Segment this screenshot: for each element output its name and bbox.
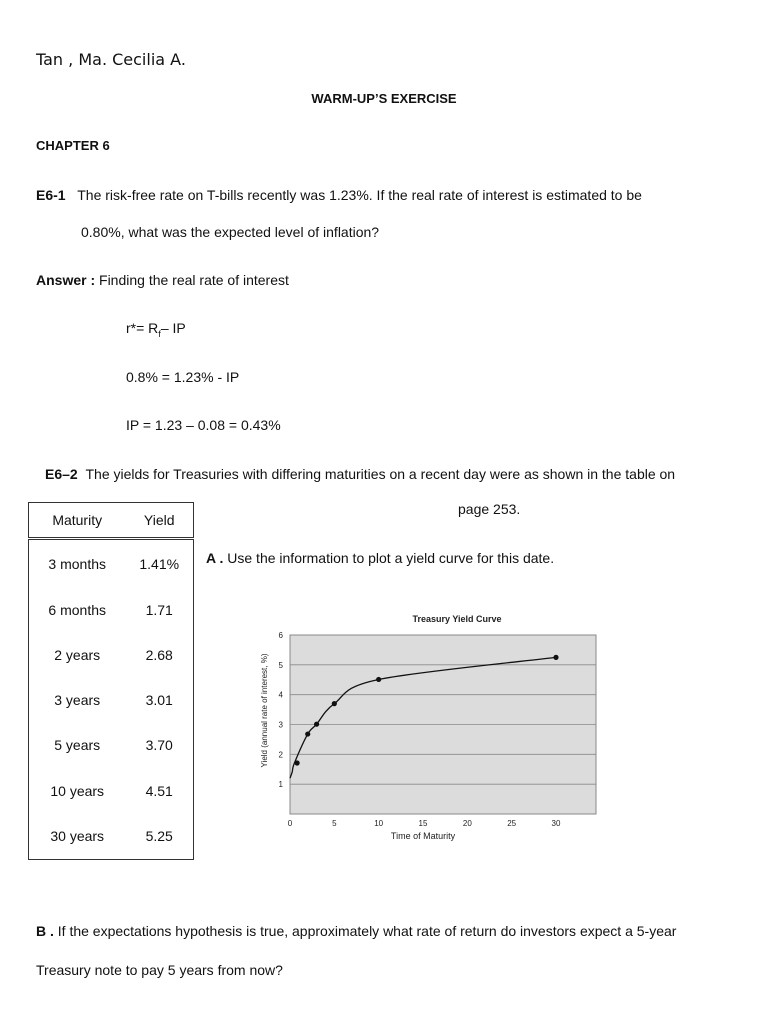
- chapter-heading: CHAPTER 6: [36, 138, 110, 153]
- answer-step2: IP = 1.23 – 0.08 = 0.43%: [126, 417, 281, 433]
- formula-subscript: f: [158, 328, 161, 339]
- answer-line: [36, 272, 289, 288]
- e6-1-question-line1: [36, 187, 642, 203]
- x-tick-label: 5: [332, 819, 337, 828]
- table-row: [29, 768, 194, 813]
- part-a-text: Use the information to plot a yield curve for this date.: [227, 550, 555, 566]
- data-point: [305, 731, 310, 736]
- formula-r: r*= R: [126, 320, 159, 336]
- formula-line: [126, 320, 186, 339]
- part-b-label: B .: [36, 923, 54, 939]
- yield-cell: 1.71: [145, 601, 173, 618]
- table-row: [29, 678, 194, 723]
- e6-2-question-line2: page 253.: [458, 501, 521, 517]
- data-point: [314, 722, 319, 727]
- yield-cell: 4.51: [145, 782, 173, 799]
- part-b-line2: Treasury note to pay 5 years from now?: [36, 962, 283, 978]
- maturity-cell: 30 years: [50, 828, 105, 845]
- maturity-cell: 3 months: [48, 555, 106, 572]
- maturity-cell: 5 years: [54, 737, 101, 754]
- y-tick-label: 3: [278, 720, 283, 730]
- yield-cell: 1.41%: [139, 555, 180, 572]
- data-point: [553, 655, 558, 660]
- yield-table: [28, 502, 194, 860]
- x-tick-labels: [288, 819, 561, 828]
- header-maturity: Maturity: [29, 503, 126, 539]
- e6-1-question-line2: 0.80%, what was the expected level of inflation?: [81, 224, 380, 240]
- yield-cell: 5.25: [145, 828, 173, 845]
- part-b-text: If the expectations hypothesis is true, approximately what rate of return do investors expect a 5-year: [57, 923, 677, 939]
- x-tick-label: 30: [551, 819, 561, 828]
- maturity-cell: 3 years: [54, 692, 101, 709]
- x-tick-label: 10: [374, 819, 384, 828]
- y-tick-labels: [279, 631, 284, 789]
- table-row: [29, 723, 194, 768]
- e6-2-label: E6–2: [45, 466, 78, 482]
- part-a-label: A .: [206, 550, 224, 566]
- table-row: [29, 813, 194, 859]
- document-title: WARM-UP’S EXERCISE: [311, 91, 457, 106]
- answer-intro: Finding the real rate of interest: [99, 272, 289, 288]
- x-tick-label: 0: [287, 819, 293, 828]
- formula-end: – IP: [160, 320, 186, 336]
- e6-2-text: The yields for Treasuries with differing maturities on a recent day were as shown in the table on: [85, 466, 676, 482]
- data-point: [376, 677, 381, 682]
- e6-2-question-line1: [45, 466, 675, 482]
- maturity-cell: 10 years: [50, 782, 105, 799]
- e6-1-label: E6-1: [36, 187, 66, 203]
- maturity-cell: 2 years: [54, 647, 101, 664]
- data-point: [332, 701, 337, 706]
- x-tick-label: 20: [462, 819, 472, 828]
- answer-label: Answer :: [36, 272, 96, 288]
- chart-title: Treasury Yield Curve: [412, 614, 502, 624]
- y-tick-label: 1: [278, 780, 283, 790]
- header-yield: Yield: [125, 503, 193, 539]
- yield-cell: 3.70: [145, 737, 173, 754]
- part-b-line1: [36, 923, 676, 939]
- table-row: [29, 633, 194, 678]
- table-row: [29, 587, 194, 632]
- x-axis-label: Time of Maturity: [390, 831, 456, 841]
- x-tick-label: 15: [418, 819, 428, 828]
- yield-cell: 2.68: [145, 647, 173, 664]
- y-axis-label: Yield (annual rate of interest, %): [260, 653, 269, 768]
- yield-cell: 3.01: [145, 692, 173, 709]
- part-a-line: [206, 550, 554, 566]
- x-tick-label: 25: [507, 819, 517, 828]
- author-name: Tan , Ma. Cecilia A.: [36, 50, 186, 69]
- y-tick-label: 5: [278, 660, 283, 670]
- y-tick-label: 6: [278, 631, 283, 640]
- answer-step1: 0.8% = 1.23% - IP: [126, 369, 240, 385]
- yield-curve-chart: [252, 606, 604, 848]
- table-header-row: [29, 503, 194, 539]
- e6-1-text: The risk-free rate on T-bills recently was 1.23%. If the real rate of interest is estimated to be: [77, 187, 642, 203]
- chart-grid: [290, 635, 596, 814]
- y-tick-label: 2: [278, 750, 283, 760]
- y-tick-label: 4: [278, 690, 283, 700]
- maturity-cell: 6 months: [48, 601, 106, 618]
- table-row: [29, 539, 194, 588]
- data-point: [294, 760, 299, 765]
